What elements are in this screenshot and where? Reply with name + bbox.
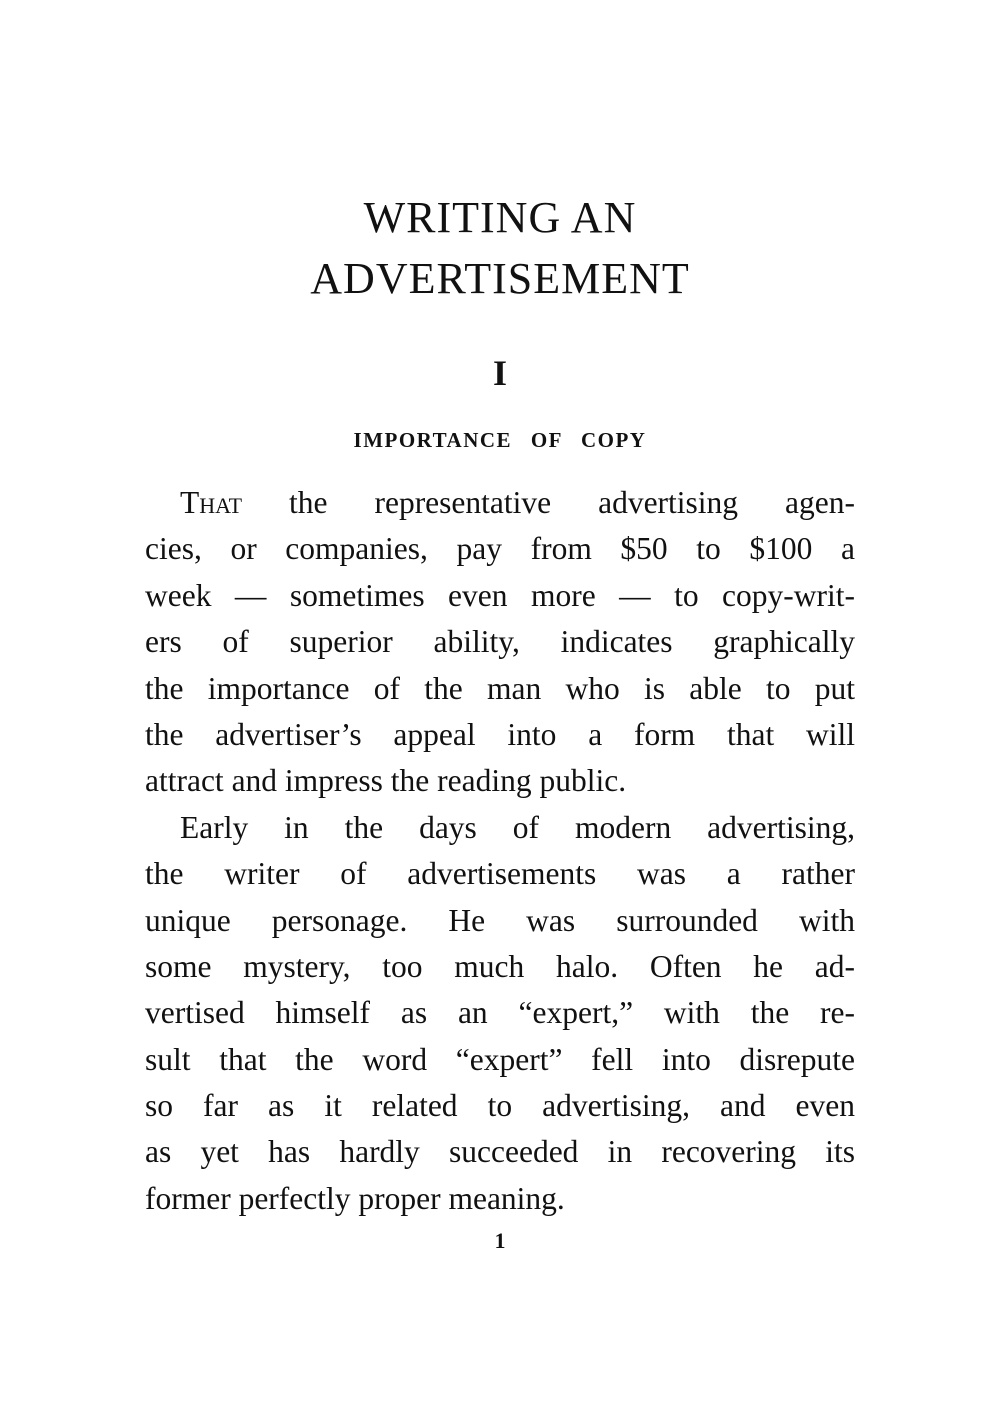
body-line: That the representative advertising agen- bbox=[180, 485, 855, 520]
body-line: the writer of advertisements was a rather bbox=[145, 856, 855, 892]
body-text bbox=[145, 480, 855, 1222]
body-line: sult that the word “expert” fell into disrepute bbox=[145, 1041, 855, 1077]
body-line: so far as it related to advertising, and even bbox=[145, 1088, 855, 1124]
body-line: vertised himself as an “expert,” with the re- bbox=[145, 995, 855, 1031]
page-number: 1 bbox=[494, 1228, 506, 1253]
body-line: attract and impress the reading public. bbox=[145, 763, 627, 799]
lead-word: That bbox=[180, 485, 243, 520]
body-line: week — sometimes even more — to copy-writ- bbox=[145, 577, 855, 613]
body-line: Early in the days of modern advertising, bbox=[180, 809, 855, 845]
title-line-2: ADVERTISEMENT bbox=[310, 254, 690, 303]
body-line: ers of superior ability, indicates graphically bbox=[145, 624, 855, 660]
body-line: the importance of the man who is able to put bbox=[145, 670, 855, 706]
section-heading: IMPORTANCE OF COPY bbox=[353, 428, 647, 452]
body-line: unique personage. He was surrounded with bbox=[145, 902, 855, 938]
body-line: some mystery, too much halo. Often he ad- bbox=[145, 948, 855, 984]
body-line: as yet has hardly succeeded in recovering its bbox=[145, 1134, 855, 1170]
body-line: the advertiser’s appeal into a form that will bbox=[145, 716, 855, 752]
title-line-1: WRITING AN bbox=[363, 193, 637, 242]
chapter-number: I bbox=[492, 353, 507, 393]
body-line: former perfectly proper meaning. bbox=[145, 1180, 565, 1216]
body-line: cies, or companies, pay from $50 to $100 a bbox=[145, 531, 855, 567]
